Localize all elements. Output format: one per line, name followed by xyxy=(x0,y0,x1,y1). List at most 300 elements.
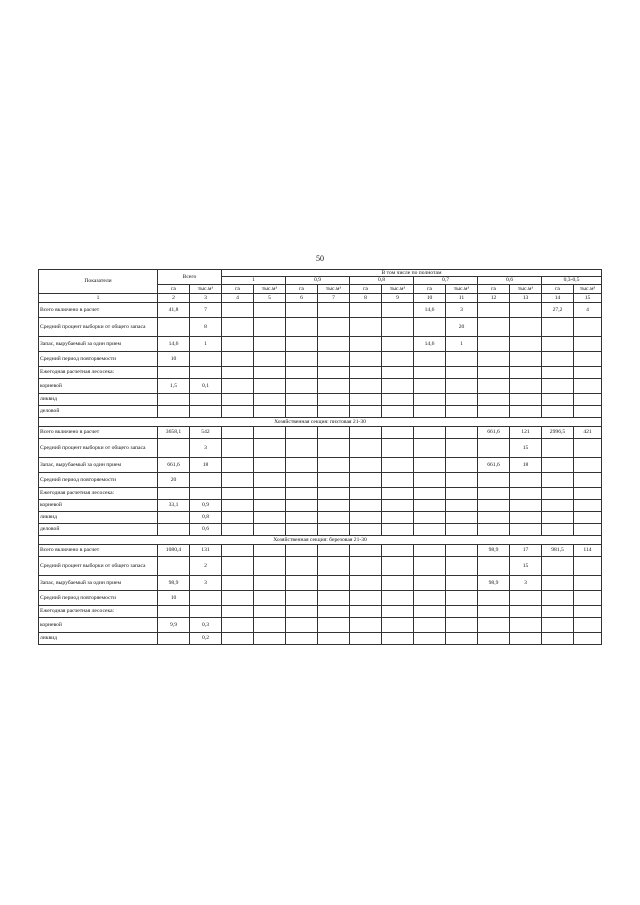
table-cell xyxy=(318,302,350,317)
table-row xyxy=(39,544,602,556)
table-cell xyxy=(286,438,318,457)
table-cell xyxy=(254,336,286,351)
table-cell xyxy=(542,605,574,617)
table-cell: 0,6 xyxy=(190,523,222,535)
table-cell: 131 xyxy=(190,544,222,556)
table-cell xyxy=(350,544,382,556)
table-cell xyxy=(574,378,602,393)
table-cell xyxy=(382,605,414,617)
table-cell: 121 xyxy=(510,426,542,438)
table-cell xyxy=(446,575,478,590)
table-cell xyxy=(414,605,446,617)
row-label: Ежегодная расчетная лесосека: xyxy=(39,487,158,499)
table-cell xyxy=(318,438,350,457)
table-cell xyxy=(574,438,602,457)
table-cell xyxy=(318,351,350,366)
table-cell xyxy=(382,499,414,511)
table-cell xyxy=(446,405,478,417)
table-cell xyxy=(574,487,602,499)
table-cell xyxy=(478,393,510,405)
table-cell xyxy=(222,302,254,317)
table-cell xyxy=(222,317,254,336)
row-label: Всего включено в расчет xyxy=(39,544,158,556)
table-cell xyxy=(478,605,510,617)
header-density: 0,7 xyxy=(414,277,478,284)
table-cell: 981,5 xyxy=(542,544,574,556)
column-number: 11 xyxy=(446,293,478,302)
table-cell xyxy=(286,605,318,617)
unit-header: тыс.м³ xyxy=(382,284,414,293)
table-cell xyxy=(286,426,318,438)
table-cell xyxy=(286,351,318,366)
column-number: 7 xyxy=(318,293,350,302)
table-cell xyxy=(286,393,318,405)
table-cell xyxy=(542,317,574,336)
table-row xyxy=(39,632,602,644)
table-cell xyxy=(574,523,602,535)
table-cell: 15 xyxy=(510,556,542,575)
unit-header: га xyxy=(414,284,446,293)
table-cell: 0,9 xyxy=(190,499,222,511)
table-cell xyxy=(158,632,190,644)
table-cell: 14,6 xyxy=(414,302,446,317)
unit-header: тыс.м³ xyxy=(446,284,478,293)
table-cell xyxy=(542,511,574,523)
table-cell xyxy=(510,605,542,617)
table-cell xyxy=(478,590,510,605)
table-cell xyxy=(222,617,254,632)
table-cell xyxy=(286,487,318,499)
row-label: Всего включено в расчет xyxy=(39,302,158,317)
section-title: Хозяйственная секция: березовая 21-30 xyxy=(39,535,602,544)
table-cell xyxy=(254,351,286,366)
header-density: 0,8 xyxy=(350,277,414,284)
table-cell: 14,6 xyxy=(414,336,446,351)
unit-header: га xyxy=(286,284,318,293)
table-cell: 661,6 xyxy=(478,457,510,472)
table-cell xyxy=(478,523,510,535)
table-cell xyxy=(510,393,542,405)
table-cell xyxy=(446,617,478,632)
table-cell xyxy=(382,556,414,575)
table-cell xyxy=(254,378,286,393)
table-cell xyxy=(574,590,602,605)
column-number: 6 xyxy=(286,293,318,302)
table-cell xyxy=(286,457,318,472)
table-cell xyxy=(286,511,318,523)
table-cell xyxy=(286,472,318,487)
table-cell xyxy=(446,487,478,499)
table-cell xyxy=(542,405,574,417)
table-cell xyxy=(254,317,286,336)
table-cell xyxy=(318,336,350,351)
table-cell xyxy=(478,405,510,417)
table-cell xyxy=(190,393,222,405)
table-row xyxy=(39,487,602,499)
table-cell xyxy=(222,426,254,438)
table-cell: 9,9 xyxy=(158,617,190,632)
table-cell xyxy=(510,405,542,417)
table-cell xyxy=(574,351,602,366)
header-density: 1 xyxy=(222,277,286,284)
section-title: Хозяйственная секция: пихтовая 21-30 xyxy=(39,417,602,426)
table-cell xyxy=(510,302,542,317)
table-row xyxy=(39,472,602,487)
table-cell xyxy=(286,632,318,644)
table-cell xyxy=(318,472,350,487)
table-cell xyxy=(254,499,286,511)
table-row xyxy=(39,302,602,317)
table-cell xyxy=(350,405,382,417)
table-cell xyxy=(414,632,446,644)
table-cell xyxy=(286,336,318,351)
header-total: Всего xyxy=(158,270,222,285)
row-label: Средний процент выборки от общего запаса xyxy=(39,317,158,336)
row-label: ликвид xyxy=(39,511,158,523)
table-cell xyxy=(446,605,478,617)
table-cell xyxy=(414,378,446,393)
table-cell: 3 xyxy=(190,438,222,457)
table-cell xyxy=(350,351,382,366)
table-cell: 33,1 xyxy=(158,499,190,511)
table-cell xyxy=(414,575,446,590)
table-cell xyxy=(510,617,542,632)
table-cell: 98,9 xyxy=(478,544,510,556)
table-cell xyxy=(510,523,542,535)
table-cell xyxy=(542,617,574,632)
table-cell xyxy=(350,336,382,351)
table-cell xyxy=(478,632,510,644)
column-number: 15 xyxy=(574,293,602,302)
table-cell xyxy=(478,487,510,499)
row-label: деловой xyxy=(39,523,158,535)
table-cell: 98,9 xyxy=(478,575,510,590)
table-cell xyxy=(350,366,382,378)
table-cell xyxy=(286,405,318,417)
column-number: 1 xyxy=(39,293,158,302)
table-cell xyxy=(222,351,254,366)
unit-header: тыс.м³ xyxy=(510,284,542,293)
table-cell xyxy=(222,499,254,511)
table-cell xyxy=(222,438,254,457)
table-cell xyxy=(254,457,286,472)
table-cell: 0,3 xyxy=(190,617,222,632)
table-cell xyxy=(222,590,254,605)
table-cell xyxy=(446,590,478,605)
table-cell: 3 xyxy=(190,575,222,590)
table-row xyxy=(39,438,602,457)
table-cell xyxy=(446,393,478,405)
table-cell xyxy=(446,632,478,644)
table-cell xyxy=(542,351,574,366)
table-cell xyxy=(574,405,602,417)
table-cell xyxy=(542,378,574,393)
table-cell: 661,6 xyxy=(158,457,190,472)
table-cell xyxy=(318,590,350,605)
table-cell: 8 xyxy=(190,317,222,336)
table-cell xyxy=(574,605,602,617)
table-cell xyxy=(350,426,382,438)
unit-header: тыс.м³ xyxy=(254,284,286,293)
table-cell xyxy=(350,457,382,472)
row-label: Средний период повторяемости xyxy=(39,472,158,487)
table-cell xyxy=(542,575,574,590)
table-row xyxy=(39,617,602,632)
unit-header: га xyxy=(478,284,510,293)
table-cell xyxy=(574,366,602,378)
table-cell xyxy=(478,438,510,457)
table-cell xyxy=(350,378,382,393)
table-cell xyxy=(574,317,602,336)
table-cell xyxy=(574,511,602,523)
column-number: 10 xyxy=(414,293,446,302)
table-row xyxy=(39,511,602,523)
table-cell xyxy=(574,393,602,405)
table-cell: 3 xyxy=(510,575,542,590)
table-cell xyxy=(478,472,510,487)
table-row xyxy=(39,426,602,438)
table-cell xyxy=(254,426,286,438)
table-cell xyxy=(254,393,286,405)
table-cell xyxy=(414,457,446,472)
table-cell xyxy=(254,590,286,605)
table-cell xyxy=(446,556,478,575)
table-cell xyxy=(222,605,254,617)
table-cell xyxy=(382,617,414,632)
table-cell xyxy=(286,366,318,378)
table-cell xyxy=(414,438,446,457)
row-label: Средний период повторяемости xyxy=(39,590,158,605)
table-cell xyxy=(382,590,414,605)
table-cell xyxy=(478,499,510,511)
table-cell xyxy=(510,351,542,366)
table-cell: 10 xyxy=(158,351,190,366)
table-cell xyxy=(286,617,318,632)
table-cell xyxy=(382,457,414,472)
table-cell xyxy=(318,523,350,535)
table-cell xyxy=(286,575,318,590)
table-cell xyxy=(350,472,382,487)
table-cell xyxy=(254,366,286,378)
table-cell xyxy=(158,605,190,617)
table-cell xyxy=(254,438,286,457)
table-cell xyxy=(350,523,382,535)
table-cell xyxy=(478,317,510,336)
table-cell xyxy=(222,511,254,523)
table-cell xyxy=(542,632,574,644)
table-cell: 1 xyxy=(190,336,222,351)
table-cell xyxy=(382,336,414,351)
table-cell: 1080,4 xyxy=(158,544,190,556)
table-cell xyxy=(350,438,382,457)
table-cell xyxy=(510,336,542,351)
table-row xyxy=(39,405,602,417)
table-cell xyxy=(478,617,510,632)
row-label: Средний процент выборки от общего запаса xyxy=(39,438,158,457)
table-cell xyxy=(542,336,574,351)
table-cell xyxy=(382,544,414,556)
table-row xyxy=(39,336,602,351)
table-cell: 27,2 xyxy=(542,302,574,317)
table-cell xyxy=(446,378,478,393)
table-cell xyxy=(222,336,254,351)
table-cell xyxy=(190,405,222,417)
row-label: Всего включено в расчет xyxy=(39,426,158,438)
table-cell xyxy=(446,457,478,472)
table-cell xyxy=(190,472,222,487)
table-cell xyxy=(350,487,382,499)
column-number: 2 xyxy=(158,293,190,302)
table-cell xyxy=(222,632,254,644)
table-cell xyxy=(446,472,478,487)
table-cell xyxy=(382,511,414,523)
table-cell xyxy=(478,336,510,351)
table-cell xyxy=(318,366,350,378)
column-number: 3 xyxy=(190,293,222,302)
table-cell xyxy=(190,487,222,499)
table-cell xyxy=(542,472,574,487)
table-cell xyxy=(254,523,286,535)
table-cell xyxy=(414,511,446,523)
table-cell xyxy=(478,378,510,393)
table-cell xyxy=(574,617,602,632)
row-label: корневой xyxy=(39,499,158,511)
table-cell xyxy=(510,317,542,336)
table-cell xyxy=(254,487,286,499)
table-cell xyxy=(510,499,542,511)
column-number: 4 xyxy=(222,293,254,302)
table-cell xyxy=(574,472,602,487)
table-cell xyxy=(574,499,602,511)
table-row xyxy=(39,523,602,535)
table-cell: 18 xyxy=(190,457,222,472)
table-cell xyxy=(574,575,602,590)
table-cell xyxy=(446,426,478,438)
table-cell xyxy=(574,556,602,575)
table-cell xyxy=(382,393,414,405)
row-label: корневой xyxy=(39,617,158,632)
table-cell xyxy=(382,632,414,644)
table-cell: 14,6 xyxy=(158,336,190,351)
column-number: 8 xyxy=(350,293,382,302)
unit-header: тыс.м³ xyxy=(318,284,350,293)
table-cell: 2996,5 xyxy=(542,426,574,438)
unit-header: тыс.м³ xyxy=(574,284,602,293)
table-cell xyxy=(350,617,382,632)
table-cell xyxy=(254,472,286,487)
table-cell xyxy=(574,457,602,472)
table-cell xyxy=(254,632,286,644)
table-cell xyxy=(414,556,446,575)
table-cell xyxy=(382,575,414,590)
table-cell: 661,6 xyxy=(478,426,510,438)
table-cell xyxy=(222,405,254,417)
table-cell xyxy=(318,378,350,393)
table-cell xyxy=(414,472,446,487)
table-cell xyxy=(350,317,382,336)
table-cell xyxy=(318,617,350,632)
table-cell xyxy=(510,366,542,378)
table-cell xyxy=(574,632,602,644)
row-label: Ежегодная расчетная лесосека: xyxy=(39,605,158,617)
table-cell xyxy=(382,472,414,487)
table-cell xyxy=(318,487,350,499)
page-number: 50 xyxy=(316,254,324,263)
table-cell: 542 xyxy=(190,426,222,438)
table-cell: 41,8 xyxy=(158,302,190,317)
table-cell xyxy=(542,556,574,575)
table-cell xyxy=(254,302,286,317)
table-cell xyxy=(382,378,414,393)
table-row xyxy=(39,351,602,366)
table-cell xyxy=(510,590,542,605)
table-cell xyxy=(254,544,286,556)
table-cell xyxy=(382,438,414,457)
table-row xyxy=(39,575,602,590)
table-row xyxy=(39,556,602,575)
table-cell: 114 xyxy=(574,544,602,556)
table-cell xyxy=(318,499,350,511)
table-cell xyxy=(222,487,254,499)
table-cell xyxy=(254,556,286,575)
table-cell xyxy=(158,487,190,499)
row-label: Средний период повторяемости xyxy=(39,351,158,366)
table-cell: 0,8 xyxy=(190,511,222,523)
table-cell xyxy=(286,317,318,336)
table-cell xyxy=(222,575,254,590)
table-cell xyxy=(158,523,190,535)
table-cell xyxy=(318,511,350,523)
column-number: 12 xyxy=(478,293,510,302)
header-indicators: Показатели xyxy=(39,270,158,294)
table-cell xyxy=(542,523,574,535)
table-cell xyxy=(222,457,254,472)
table-cell: 98,9 xyxy=(158,575,190,590)
column-number: 13 xyxy=(510,293,542,302)
table-cell: 15 xyxy=(510,438,542,457)
table-cell xyxy=(414,366,446,378)
table-cell xyxy=(286,378,318,393)
table-cell xyxy=(254,605,286,617)
table-cell xyxy=(350,575,382,590)
unit-header: га xyxy=(350,284,382,293)
table-cell xyxy=(350,511,382,523)
table-cell xyxy=(542,499,574,511)
table-cell: 3 xyxy=(446,302,478,317)
table-cell xyxy=(286,302,318,317)
table-cell xyxy=(478,556,510,575)
section-header-row xyxy=(39,535,602,544)
table-cell: 18 xyxy=(510,457,542,472)
table-cell xyxy=(542,457,574,472)
table-cell: 17 xyxy=(510,544,542,556)
table-cell xyxy=(382,523,414,535)
table-cell xyxy=(190,605,222,617)
table-cell xyxy=(286,590,318,605)
table-cell xyxy=(382,366,414,378)
table-cell xyxy=(222,472,254,487)
header-by-density: В том числе по полнотам xyxy=(222,270,602,277)
row-label: Ежегодная расчетная лесосека: xyxy=(39,366,158,378)
unit-header: га xyxy=(158,284,190,293)
table-cell xyxy=(510,472,542,487)
table-cell xyxy=(222,556,254,575)
column-number: 14 xyxy=(542,293,574,302)
table-cell xyxy=(478,302,510,317)
table-cell: 0,2 xyxy=(190,632,222,644)
table-cell xyxy=(542,366,574,378)
table-cell: 2 xyxy=(190,556,222,575)
